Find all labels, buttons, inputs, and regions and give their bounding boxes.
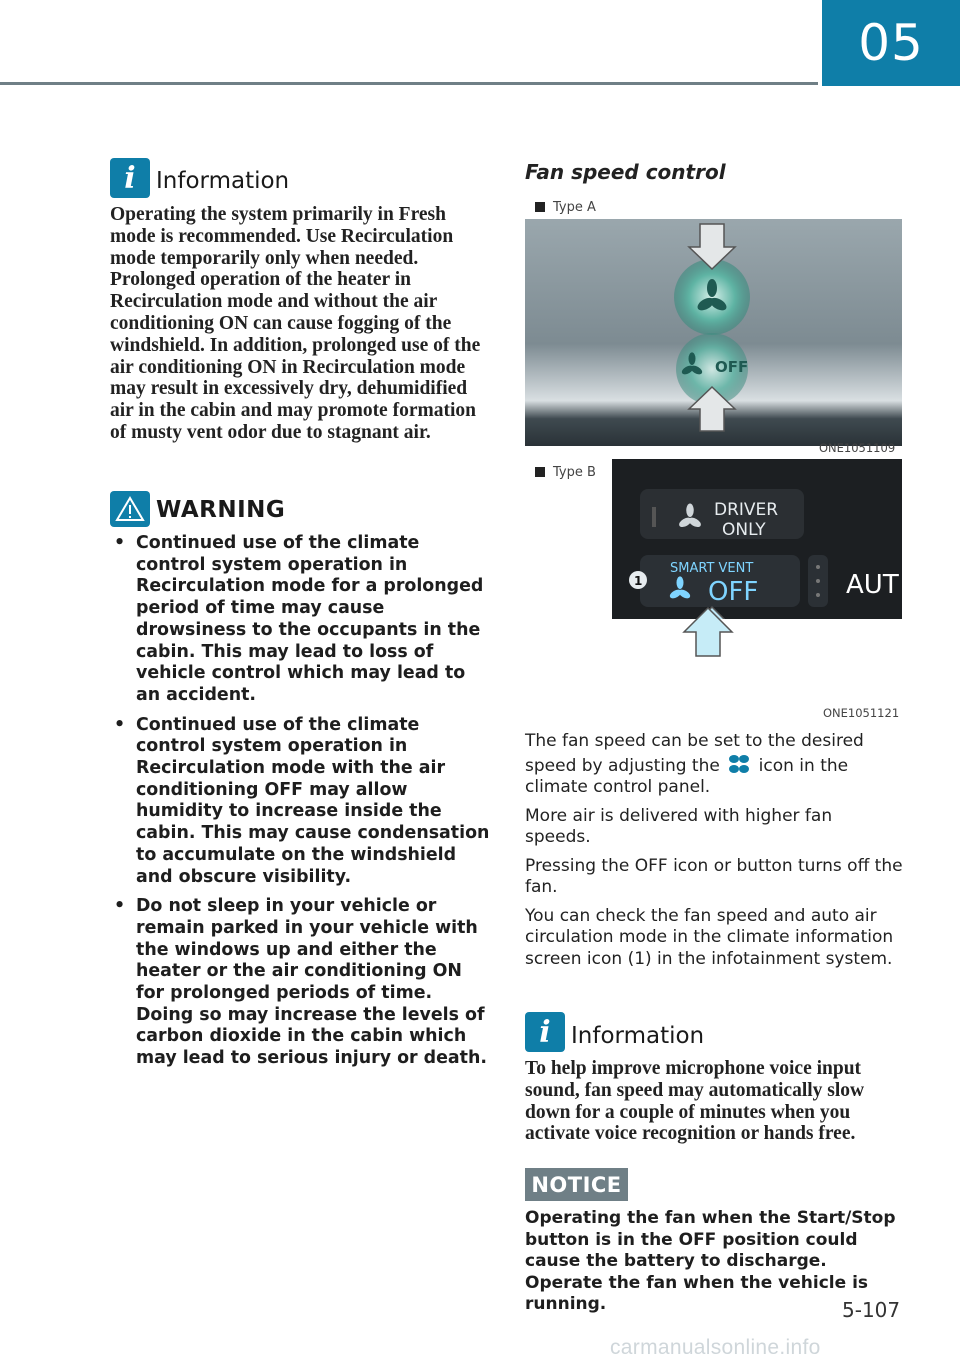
auto-label: AUT [846,570,899,600]
type-a-label: Type A [535,200,596,215]
fan-para-3: Pressing the OFF icon or button turns off the fan. [525,855,903,897]
section-title: Fan speed control [525,160,726,184]
info-body: Operating the system primarily in Fresh mode is recommended. Use Recirculation mode temporarily only when needed. Prolonged operation of the heater in Recirculation mode and without the air conditioning ON can cause fogging of the windshield. In addition, prolonged use of the air conditioning ON in Recirculation mode may result in excessively dry, dehumidified air in the cabin and may promote formation of musty vent odor due to stagnant air. [110,204,481,443]
notice-badge: NOTICE [525,1168,628,1201]
type-a-image-code: ONE1051109 [819,441,896,455]
warning-item: • Continued use of the climate control system operation in Recirculation mode with the air conditioning OFF may allow humidity to increase inside the cabin. This may cause condensation to accumulate on the windshield and obscure visibility. [114,714,490,887]
type-b-figure [612,459,902,619]
notice-body: Operating the fan when the Start/Stop button is in the OFF position could cause the battery to discharge. Operate the fan when the vehicle is running. [525,1208,896,1314]
arrow-up-icon-b [682,606,734,658]
warning-list [110,533,490,1078]
chapter-number-tab: 05 [822,0,960,86]
information-icon: i [110,158,150,198]
type-b-image-code: ONE1051121 [823,706,900,720]
fan-inline-icon [727,753,751,775]
info-body-2: To help improve microphone voice input sound, fan speed may automatically slow down for a couple of minutes when you activate voice recognition or hands free. [525,1058,865,1145]
page-number: 5-107 [842,1298,901,1322]
driver-only-line2: ONLY [722,520,766,540]
off-label-b: OFF [708,577,759,607]
warning-triangle-icon [110,491,150,527]
info-title-2: Information [571,1023,705,1049]
warning-item: • Continued use of the climate control system operation in Recirculation mode for a prolonged period of time may cause drowsiness to the occupants in the cabin. This may lead to loss of vehicle control which may lead to an accident. [114,533,484,705]
type-b-label: Type B [535,465,596,480]
fan-para-1: The fan speed can be set to the desired speed by adjusting the icon in the climate control panel. [525,731,864,797]
fan-para-4: You can check the fan speed and auto air circulation mode in the climate information screen icon (1) in the infotainment system. [525,905,894,969]
svg-text:1: 1 [634,574,643,588]
info-title: Information [156,168,290,194]
fan-description [525,731,903,977]
information-icon: i [525,1012,565,1052]
warning-title: WARNING [156,497,286,523]
type-a-figure [525,219,902,446]
watermark: carmanualsonline.info [610,1336,821,1359]
fan-para-2: More air is delivered with higher fan speeds. [525,805,833,847]
smart-vent-label: SMART VENT [670,561,754,576]
header-rule [0,82,818,85]
driver-only-line1: DRIVER [714,500,779,520]
warning-item: • Do not sleep in your vehicle or remain parked in your vehicle with the windows up and either the heater or the air conditioning ON for prolonged periods of time. Doing so may increase the levels of carbon dioxide in the cabin which may lead to serious injury or death. [114,896,487,1069]
off-label: OFF [715,358,749,376]
